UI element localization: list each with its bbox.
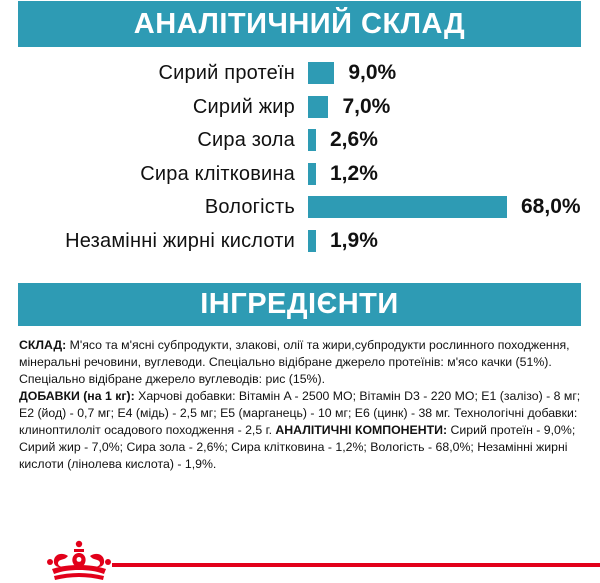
- royal-canin-crown-icon: [36, 536, 122, 583]
- chart-row: [0, 127, 600, 153]
- chart-bar: [308, 196, 507, 218]
- chart-row: [0, 94, 600, 120]
- chart-category-label: Сира зола: [197, 129, 295, 151]
- chart-row: [0, 60, 600, 86]
- chart-value-label: 1,2%: [330, 161, 378, 185]
- chart-value-label: 2,6%: [330, 128, 378, 151]
- chart-category-label: Вологість: [204, 196, 295, 218]
- analytical-label: АНАЛІТИЧНІ КОМПОНЕНТИ:: [272, 423, 448, 437]
- analysis-header: АНАЛІТИЧНИЙ СКЛАД: [18, 1, 581, 47]
- chart-category-label: Сира клітковина: [140, 162, 295, 185]
- chart-bar: [308, 62, 334, 84]
- additives-label: ДОБАВКИ (на 1 кг):: [19, 389, 135, 403]
- ingredients-header: ІНГРЕДІЄНТИ: [18, 283, 581, 326]
- chart-category-label: Незамінні жирні кислоти: [65, 229, 295, 252]
- footer-accent-line: [112, 563, 600, 567]
- chart-value-label: 9,0%: [348, 61, 397, 84]
- chart-bar: [308, 230, 316, 252]
- ingredients-text: [19, 337, 585, 473]
- composition-label: СКЛАД:: [19, 338, 67, 352]
- chart-value-label: 68,0%: [521, 195, 581, 218]
- chart-category-label: Сирий жир: [192, 95, 295, 118]
- additives-text: Харчові добавки: Вітамін A - 2500 МО; Вітамін D3 - 220 МО; E1 (залізо) - 8 мг; E2 (йод) - 0,7 мг; E4 (мідь) - 2,5 мг; E5 (марганець) - 10 мг; E6 (цинк) - 38 мг. Технологічні добавки: клиноптилоліт осадового походження - 2,5 г.: [19, 389, 581, 437]
- chart-bar: [308, 129, 316, 151]
- chart-value-label: 7,0%: [342, 94, 391, 118]
- chart-category-label: Сирий протеїн: [158, 62, 295, 84]
- chart-value-label: 1,9%: [330, 228, 378, 252]
- chart-bar: [308, 96, 328, 118]
- chart-row: [0, 228, 600, 254]
- chart-row: [0, 194, 600, 220]
- chart-bar: [308, 163, 316, 185]
- analytical-text: Сирий протеїн - 9,0%; Сирий жир - 7,0%; Сира зола - 2,6%; Сира клітковина - 1,2%; Вологість - 68,0%; Незамінні жирні кислоти (лінолева кислота) - 1,9%.: [19, 423, 576, 471]
- chart-row: [0, 161, 600, 187]
- composition-text: М'ясо та м'ясні субпродукти, злакові, олії та жири,субпродукти рослинного походження, мінеральні речовини, вуглеводи. Спеціально відібране джерело протеїнів: м'ясо качки (51%). Спеціально відібране джерело вуглеводів: рис (15%).: [19, 338, 570, 386]
